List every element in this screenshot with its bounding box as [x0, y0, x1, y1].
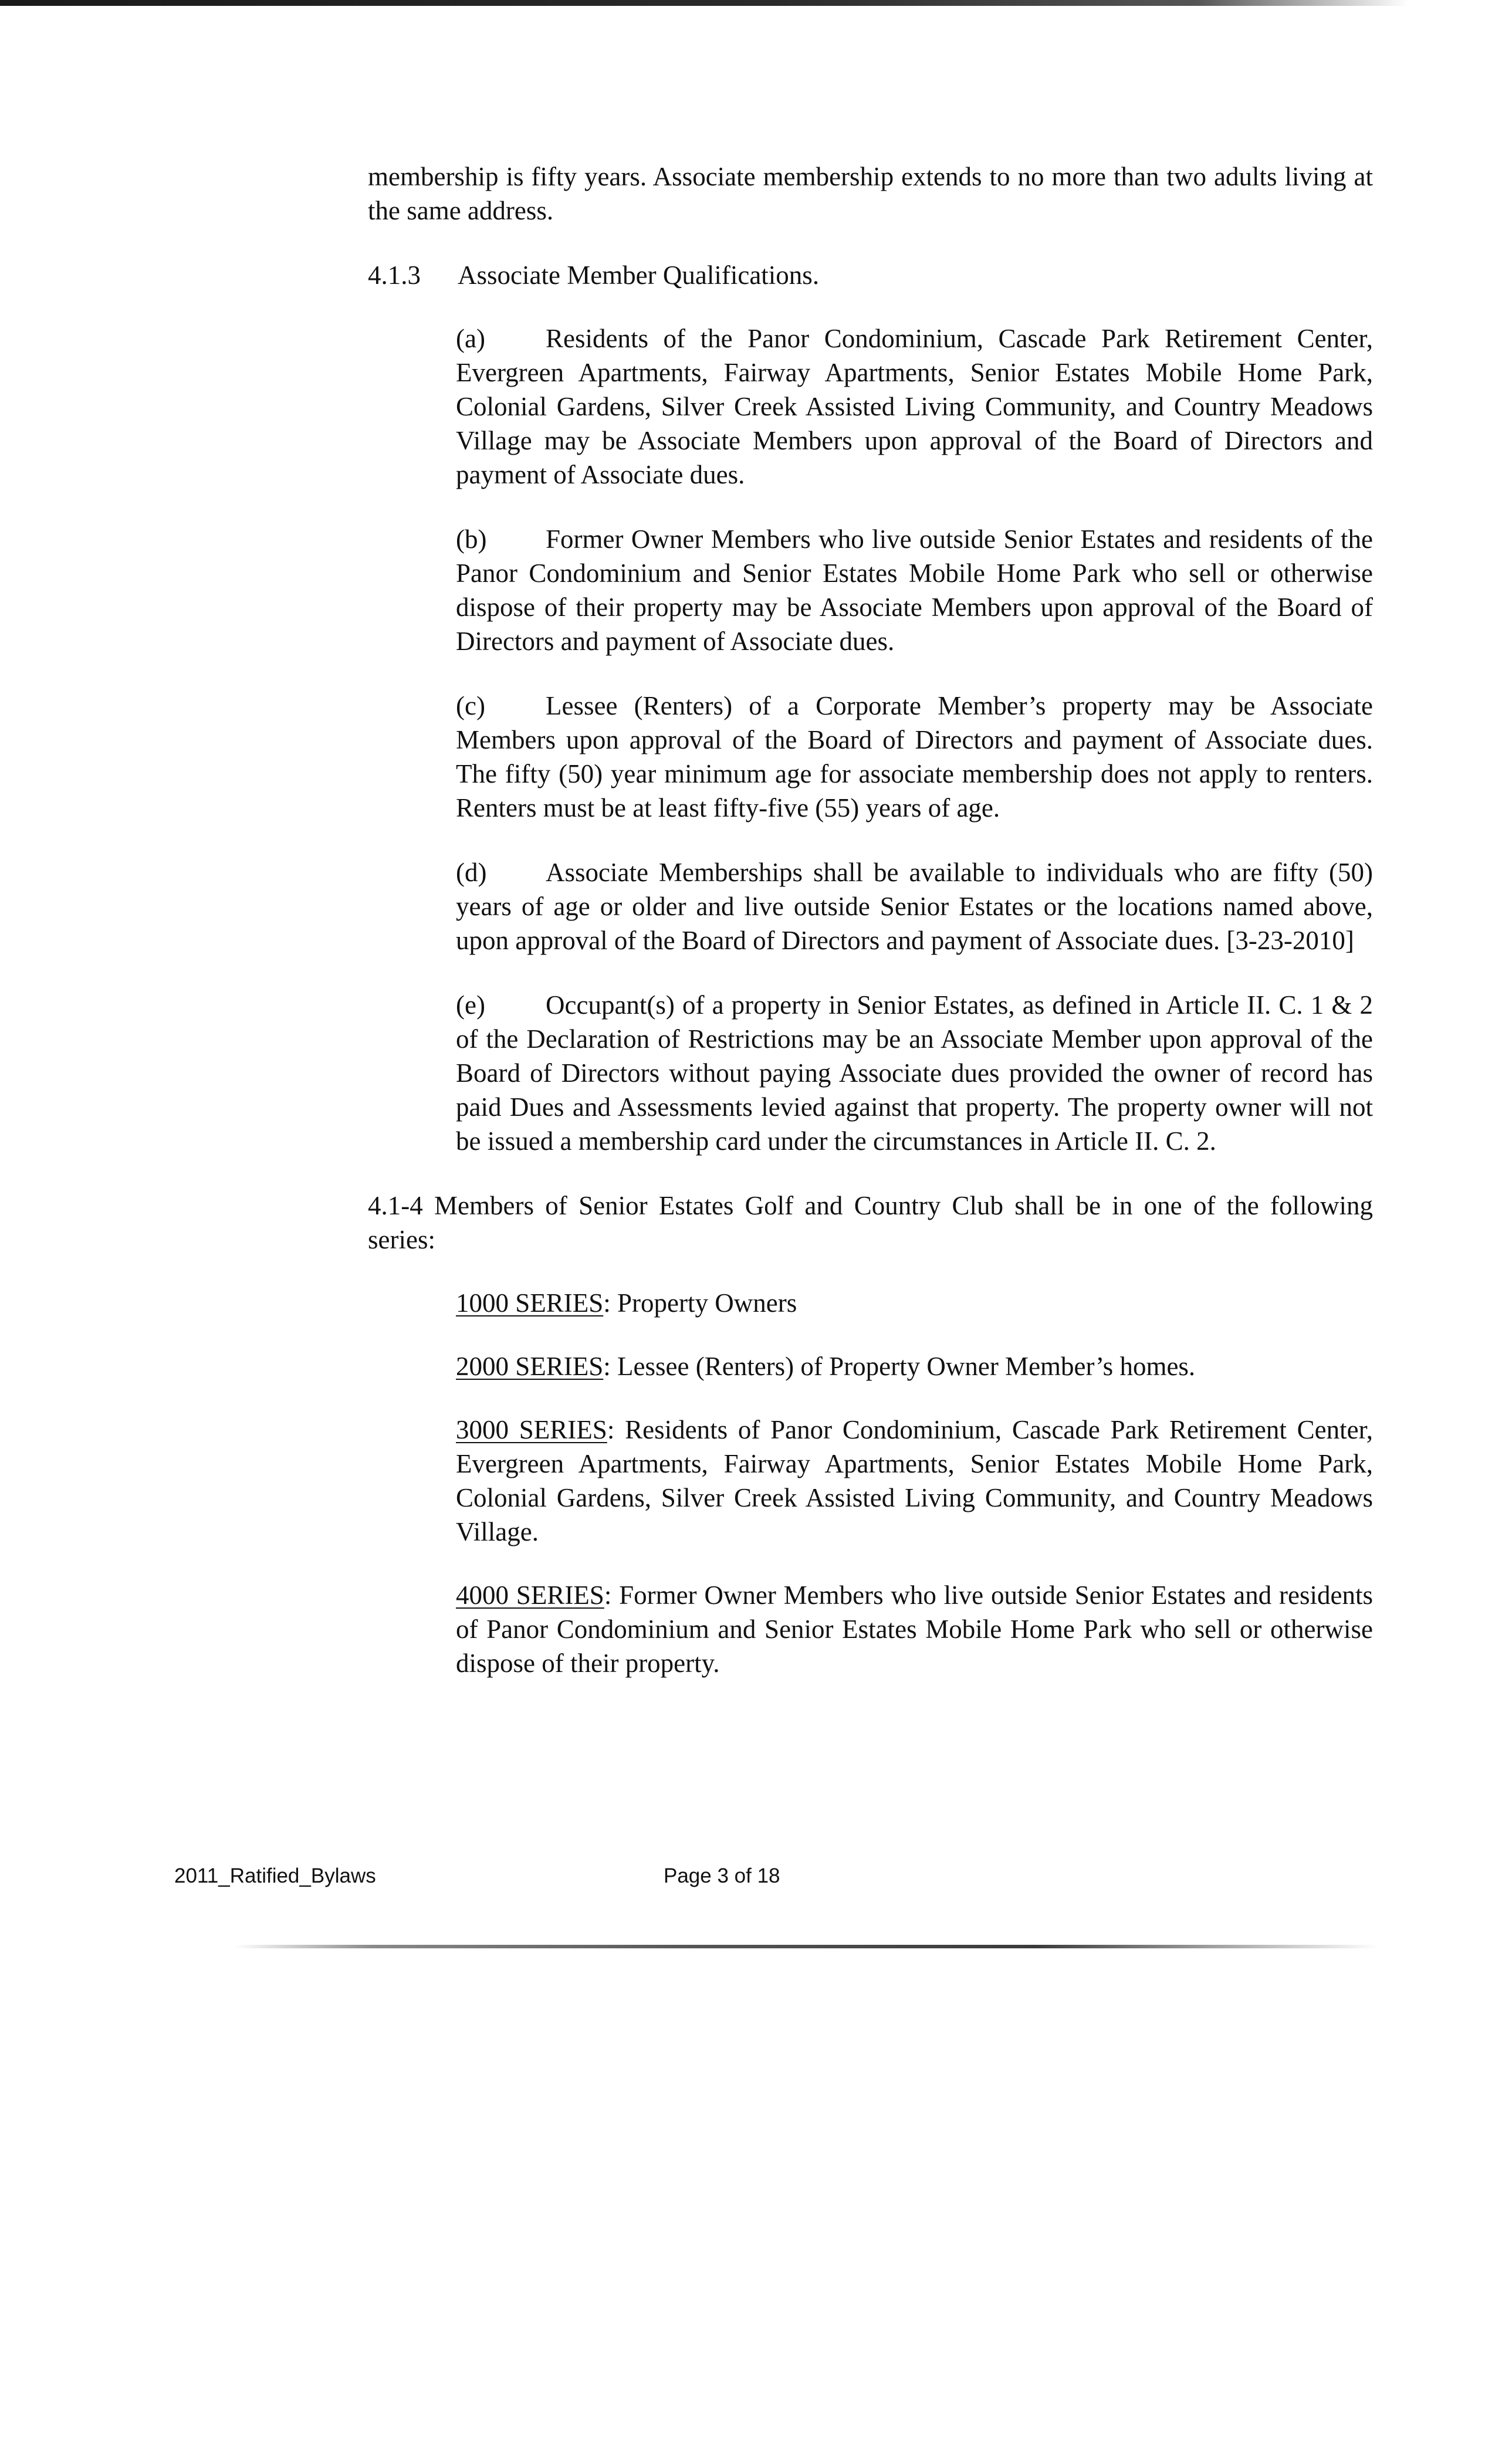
section-4-1-4-paragraph: 4.1-4 Members of Senior Estates Golf and Country Club shall be in one of the following series:: [368, 1191, 1373, 1254]
series-name: 2000 SERIES: [456, 1352, 604, 1381]
series-description: : Property Owners: [603, 1288, 797, 1318]
item-label: (c): [456, 691, 485, 720]
section-heading-4-1-3: [368, 258, 1373, 292]
item-text: Occupant(s) of a property in Senior Estates, as defined in Article II. C. 1 & 2 of the Declaration of Restrictions may be an Associate Member upon approval of the Board of Directors without paying Associate dues provided the owner of record has paid Dues and Assessments levied against that property. The property owner will not be issued a membership card under the circumstances in Article II. C. 2.: [456, 990, 1373, 1156]
item-label: (b): [456, 524, 487, 554]
series-name: 1000 SERIES: [456, 1288, 604, 1318]
series-item-2000: [456, 1349, 1373, 1383]
section-title: Associate Member Qualifications.: [458, 260, 820, 290]
item-text: Associate Memberships shall be available to individuals who are fifty (50) years of age or older and live outside Senior Estates or the locations named above, upon approval of the Board of Directors and payment of Associate dues. [3-23-2010]: [456, 858, 1373, 955]
section-number: 4.1.3: [368, 260, 421, 290]
item-text: Residents of the Panor Condominium, Cascade Park Retirement Center, Evergreen Apartments, Fairway Apartments, Senior Estates Mobile Home Park, Colonial Gardens, Silver Creek Assisted Living Community, and Country Meadows Village may be Associate Members upon approval of the Board of Directors and payment of Associate dues.: [456, 324, 1373, 489]
footer-page-number: Page 3 of 18: [664, 1864, 780, 1887]
item-text: Lessee (Renters) of a Corporate Member’s property may be Associate Members upon approval of the Board of Directors and payment of Associate dues. The fifty (50) year minimum age for associate membership does not apply to renters. Renters must be at least fifty-five (55) years of age.: [456, 691, 1373, 823]
series-item-3000: [456, 1413, 1373, 1549]
series-item-1000: [456, 1286, 1373, 1320]
series-name: 3000 SERIES: [456, 1415, 607, 1444]
qualification-item-b: [456, 522, 1373, 658]
series-name: 4000 SERIES: [456, 1580, 604, 1610]
scan-edge-top: [0, 0, 1408, 6]
scan-edge-bottom: [235, 1945, 1379, 1948]
series-description: : Residents of Panor Condominium, Cascade Park Retirement Center, Evergreen Apartments, Fairway Apartments, Senior Estates Mobile Home Park, Colonial Gardens, Silver Creek Assisted Living Community, and Country Meadows Village.: [456, 1415, 1374, 1546]
series-description: : Former Owner Members who live outside Senior Estates and residents of Panor Condominium and Senior Estates Mobile Home Park who sell or otherwise dispose of their property.: [456, 1580, 1373, 1678]
qualification-item-e: [456, 988, 1373, 1158]
footer-filename: 2011_Ratified_Bylaws: [174, 1864, 376, 1887]
intro-paragraph: membership is fifty years. Associate membership extends to no more than two adults living at the same address.: [368, 162, 1373, 225]
item-label: (e): [456, 990, 485, 1020]
associate-qualifications-list: [456, 321, 1373, 1158]
series-description: : Lessee (Renters) of Property Owner Member’s homes.: [603, 1352, 1196, 1381]
qualification-item-d: [456, 855, 1373, 957]
item-text: Former Owner Members who live outside Senior Estates and residents of the Panor Condominium and Senior Estates Mobile Home Park who sell or otherwise dispose of their property may be Associate Members upon approval of the Board of Directors and payment of Associate dues.: [456, 524, 1373, 656]
item-label: (a): [456, 324, 485, 353]
item-label: (d): [456, 858, 487, 887]
qualification-item-c: [456, 689, 1373, 825]
membership-series-list: [456, 1286, 1373, 1680]
series-item-4000: [456, 1578, 1373, 1680]
page-body: [368, 160, 1373, 1710]
qualification-item-a: [456, 321, 1373, 492]
